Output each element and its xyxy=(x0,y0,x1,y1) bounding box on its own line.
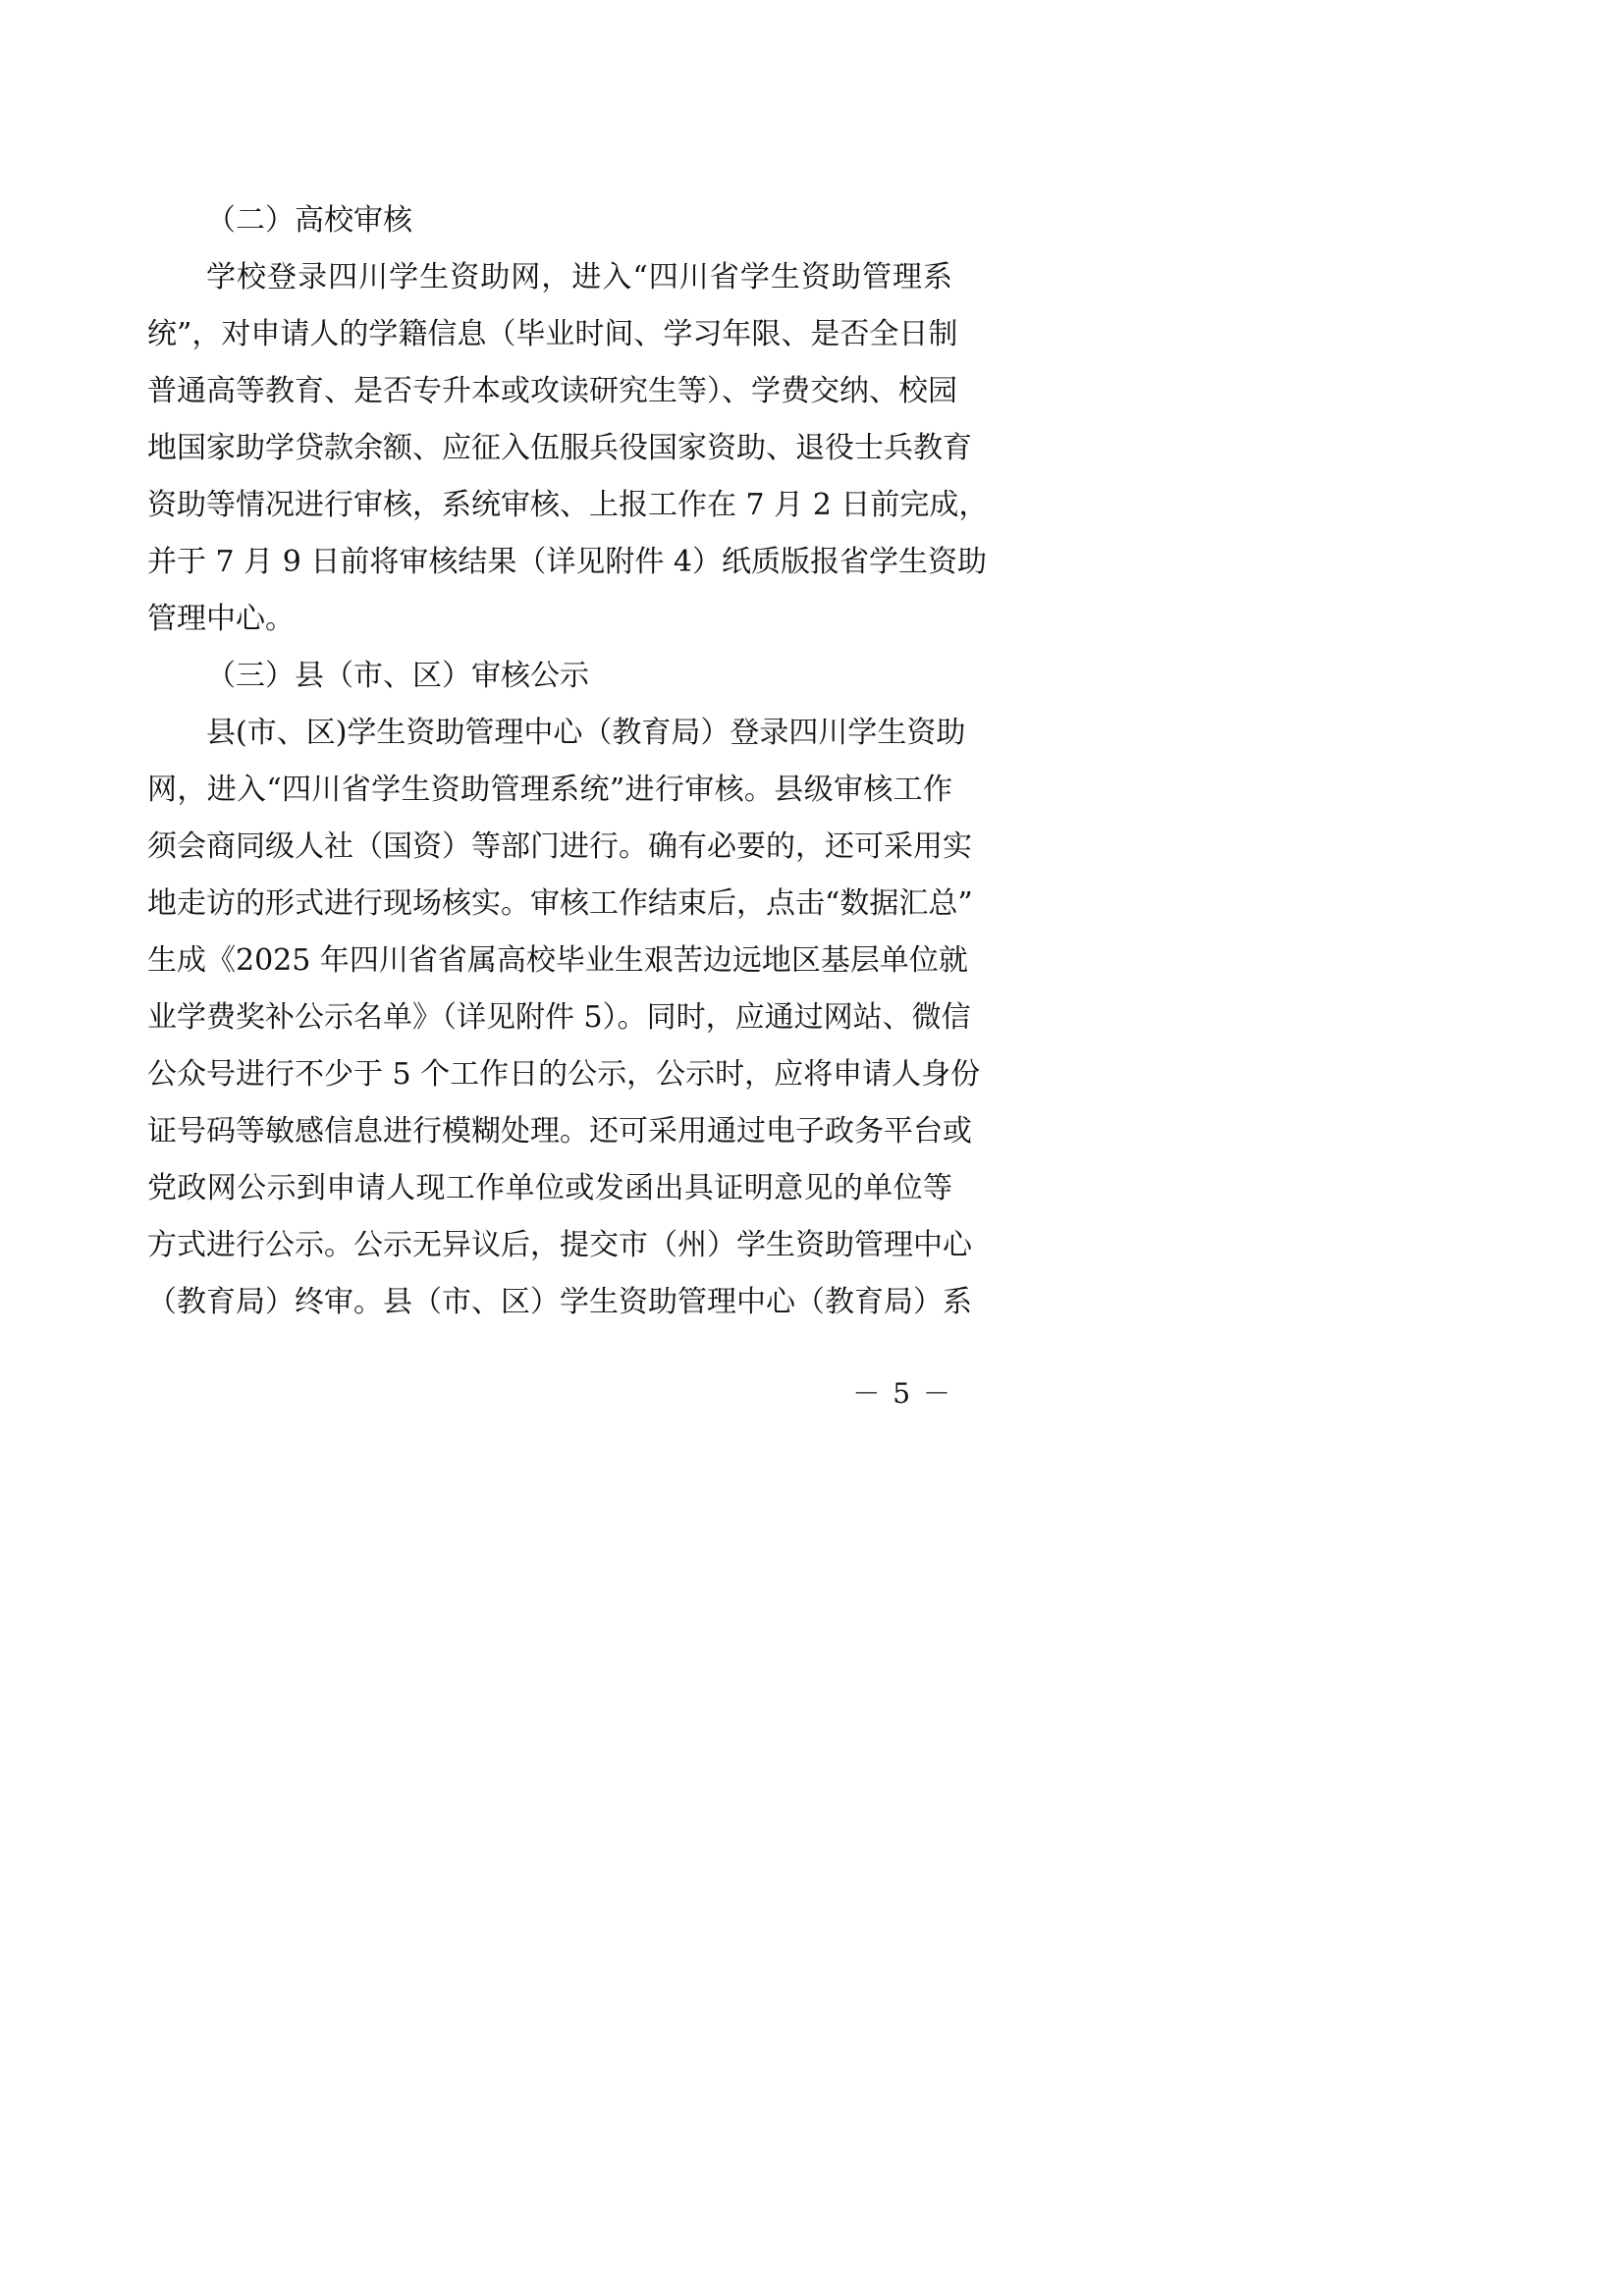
paragraph-line: 普通高等教育、是否专升本或攻读研究生等）、学费交纳、校园 xyxy=(147,374,957,408)
paragraph-line: 网，进入“四川省学生资助管理系统”进行审核。县级审核工作 xyxy=(147,773,952,807)
paragraph-line: 公众号进行不少于 5 个工作日的公示，公示时，应将申请人身份 xyxy=(147,1057,981,1092)
paragraph-line: 地走访的形式进行现场核实。审核工作结束后，点击“数据汇总” xyxy=(147,886,973,921)
paragraph-line: 业学费奖补公示名单》（详见附件 5）。同时，应通过网站、微信 xyxy=(147,1000,971,1035)
paragraph-line: 资助等情况进行审核，系统审核、上报工作在 7 月 2 日前完成， xyxy=(147,488,989,522)
paragraph-line: 证号码等敏感信息进行模糊处理。还可采用通过电子政务平台或 xyxy=(147,1114,972,1148)
paragraph-line: 管理中心。 xyxy=(147,602,295,636)
page-number: － 5 － xyxy=(852,1377,952,1410)
paragraph-line: 县(市、区)学生资助管理中心（教育局）登录四川学生资助 xyxy=(206,716,966,750)
section-heading-3: （三）县（市、区）审核公示 xyxy=(206,659,589,693)
paragraph-line: 生成《2025 年四川省省属高校毕业生艰苦边远地区基层单位就 xyxy=(147,943,968,978)
paragraph-line: （教育局）终审。县（市、区）学生资助管理中心（教育局）系 xyxy=(147,1285,972,1319)
paragraph-line: 并于 7 月 9 日前将审核结果（详见附件 4）纸质版报省学生资助 xyxy=(147,545,987,579)
paragraph-line: 地国家助学贷款余额、应征入伍服兵役国家资助、退役士兵教育 xyxy=(147,431,972,465)
paragraph-line: 方式进行公示。公示无异议后，提交市（州）学生资助管理中心 xyxy=(147,1228,972,1262)
paragraph-line: 党政网公示到申请人现工作单位或发函出具证明意见的单位等 xyxy=(147,1171,952,1205)
paragraph-line: 学校登录四川学生资助网，进入“四川省学生资助管理系 xyxy=(206,260,952,294)
paragraph-line: 统”，对申请人的学籍信息（毕业时间、学习年限、是否全日制 xyxy=(147,317,958,351)
paragraph-line: 须会商同级人社（国资）等部门进行。确有必要的，还可采用实 xyxy=(147,829,972,864)
document-page xyxy=(0,0,1090,1542)
section-heading-2: （二）高校审核 xyxy=(206,203,412,238)
